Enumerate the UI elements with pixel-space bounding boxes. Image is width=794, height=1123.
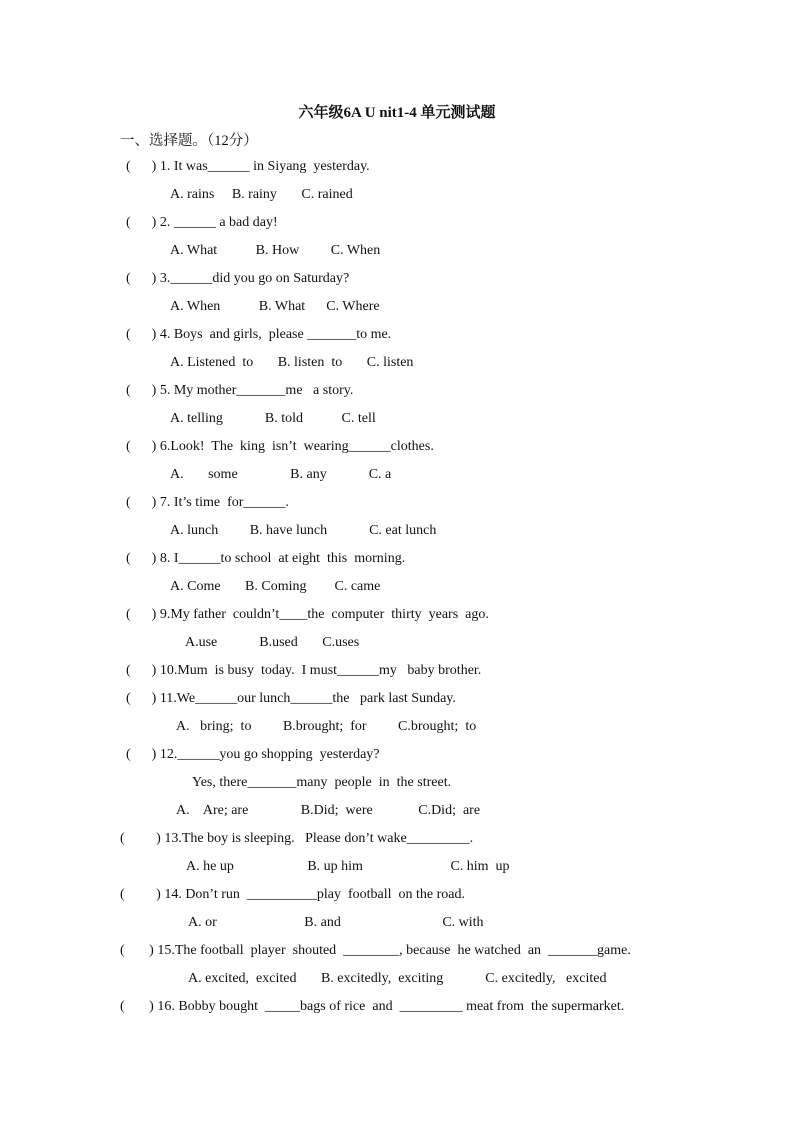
question-line: Yes, there_______many people in the street. bbox=[192, 775, 452, 790]
answer-options: A. Listened to B. listen to C. listen bbox=[170, 355, 414, 370]
answer-options: A. some B. any C. a bbox=[170, 467, 392, 482]
page-title: 六年级6A U nit1-4 单元测试题 bbox=[298, 105, 496, 121]
answer-options: A. excited, excited B. excitedly, exciting C. excitedly, excited bbox=[188, 971, 607, 986]
question-line: ( ) 14. Don’t run __________play football on the road. bbox=[120, 887, 466, 902]
answer-options: A. lunch B. have lunch C. eat lunch bbox=[170, 523, 437, 538]
question-line: ( ) 13.The boy is sleeping. Please don’t wake_________. bbox=[120, 831, 474, 846]
question-line: ( ) 12.______you go shopping yesterday? bbox=[126, 747, 380, 762]
question-line: ( ) 6.Look! The king isn’t wearing______clothes. bbox=[126, 439, 434, 454]
answer-options: A. Are; are B.Did; were C.Did; are bbox=[176, 803, 481, 818]
answer-options: A. When B. What C. Where bbox=[170, 299, 380, 314]
question-line: ( ) 11.We______our lunch______the park last Sunday. bbox=[126, 691, 456, 706]
question-line: ( ) 1. It was______ in Siyang yesterday. bbox=[126, 159, 370, 174]
answer-options: A. or B. and C. with bbox=[188, 915, 484, 930]
answer-options: A. bring; to B.brought; for C.brought; to bbox=[176, 719, 477, 734]
question-line: ( ) 15.The football player shouted ________, because he watched an _______game. bbox=[120, 943, 631, 958]
question-line: ( ) 8. I______to school at eight this morning. bbox=[126, 551, 406, 566]
question-line: ( ) 4. Boys and girls, please _______to me. bbox=[126, 327, 392, 342]
question-line: ( ) 9.My father couldn’t____the computer thirty years ago. bbox=[126, 607, 489, 622]
question-line: ( ) 7. It’s time for______. bbox=[126, 495, 289, 510]
answer-options: A. he up B. up him C. him up bbox=[186, 859, 510, 874]
question-line: ( ) 10.Mum is busy today. I must______my baby brother. bbox=[126, 663, 482, 678]
question-line: ( ) 2. ______ a bad day! bbox=[126, 215, 278, 230]
answer-options: A. What B. How C. When bbox=[170, 243, 381, 258]
question-line: ( ) 5. My mother_______me a story. bbox=[126, 383, 354, 398]
section-heading: 一、选择题。（12分） bbox=[120, 133, 258, 149]
question-line: ( ) 3.______did you go on Saturday? bbox=[126, 271, 350, 286]
question-line: ( ) 16. Bobby bought _____bags of rice and _________ meat from the supermarket. bbox=[120, 999, 625, 1014]
answer-options: A. telling B. told C. tell bbox=[170, 411, 376, 426]
answer-options: A. Come B. Coming C. came bbox=[170, 579, 381, 594]
answer-options: A. rains B. rainy C. rained bbox=[170, 187, 353, 202]
answer-options: A.use B.used C.uses bbox=[185, 635, 360, 650]
